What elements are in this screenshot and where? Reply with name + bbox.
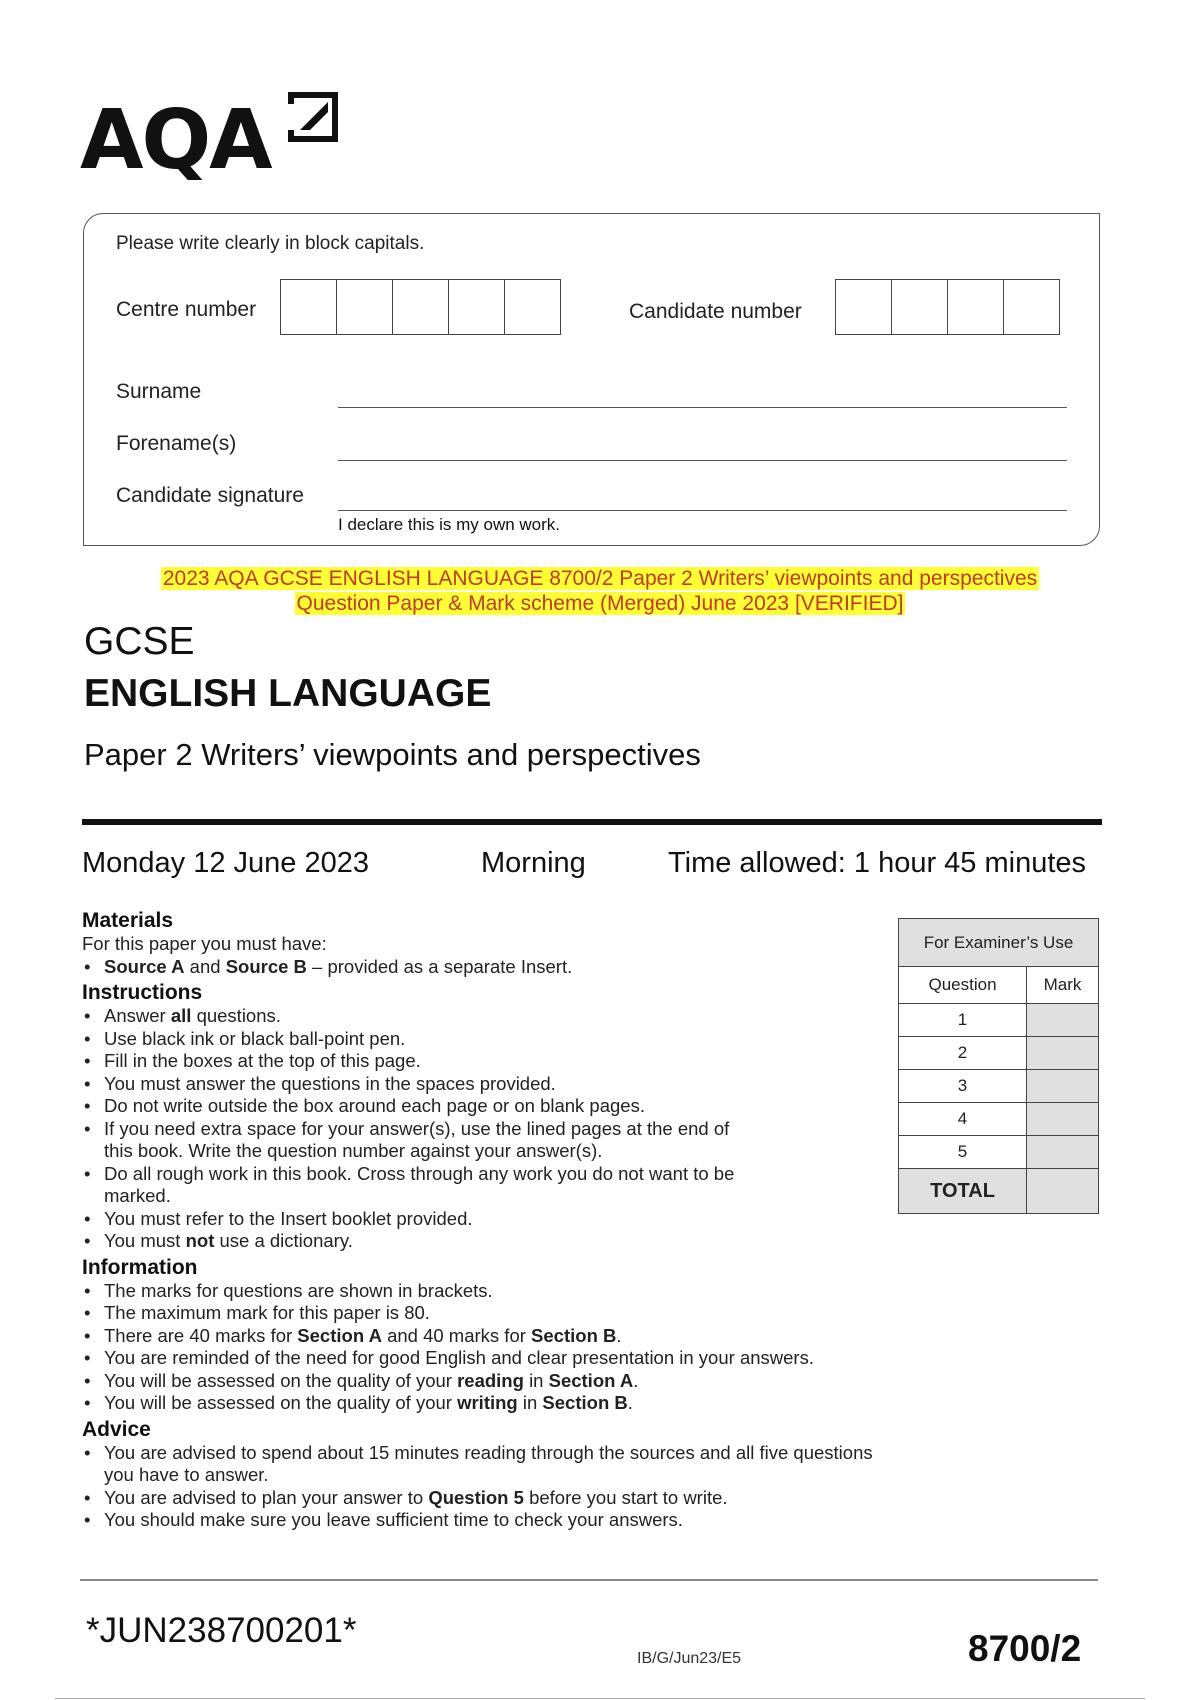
list-item: • There are 40 marks for Section A and 40 marks for Section B.	[82, 1325, 902, 1348]
candidate-number-label: Candidate number	[629, 300, 802, 323]
signature-field[interactable]	[338, 510, 1067, 511]
aqa-logo	[80, 90, 350, 190]
list-item: • Answer all questions.	[82, 1005, 902, 1028]
title-divider	[82, 819, 1102, 825]
surname-field[interactable]	[338, 407, 1067, 408]
banner-line-2: Question Paper & Mark scheme (Merged) June 2023 [VERIFIED]	[296, 592, 904, 615]
list-item: • You are reminded of the need for good English and clear presentation in your answers.	[82, 1347, 902, 1370]
instructions-heading: Instructions	[82, 981, 203, 1004]
qualification-title: GCSE	[84, 620, 195, 663]
barcode-text: *JUN238700201*	[86, 1611, 357, 1650]
banner-line-1: 2023 AQA GCSE ENGLISH LANGUAGE 8700/2 Paper 2 Writers’ viewpoints and perspectives	[162, 567, 1038, 590]
information-heading: Information	[82, 1255, 198, 1279]
list-item: • You should make sure you leave sufficient time to check your answers.	[82, 1509, 902, 1532]
question-column-header: Question	[899, 967, 1027, 1004]
mark-column-header: Mark	[1027, 967, 1099, 1004]
list-item: • Do all rough work in this book. Cross through any work you do not want to be marked.	[82, 1163, 902, 1208]
mark-cell	[1027, 1004, 1099, 1037]
list-item: • You will be assessed on the quality of your writing in Section B.	[82, 1392, 902, 1415]
declaration-text: I declare this is my own work.	[338, 515, 561, 534]
list-item: • You are advised to spend about 15 minutes reading through the sources and all five questions you have to answer.	[82, 1442, 902, 1487]
candidate-digit-box[interactable]	[947, 279, 1004, 335]
examiner-table-title: For Examiner’s Use	[899, 919, 1099, 967]
question-number: 5	[899, 1136, 1027, 1169]
list-item: • You are advised to plan your answer to Question 5 before you start to write.	[82, 1487, 902, 1510]
list-item: • Do not write outside the box around each page or on blank pages.	[82, 1095, 902, 1118]
centre-digit-box[interactable]	[336, 279, 393, 335]
mark-cell	[1027, 1070, 1099, 1103]
materials-heading: Materials	[82, 909, 174, 932]
paper-reference: IB/G/Jun23/E5	[637, 1650, 742, 1667]
paper-code: 8700/2	[968, 1628, 1082, 1669]
candidate-digit-box[interactable]	[891, 279, 948, 335]
forename-label: Forename(s)	[116, 432, 237, 455]
list-item: • You must not use a dictionary.	[82, 1230, 902, 1253]
question-number: 3	[899, 1070, 1027, 1103]
page-bottom-line	[55, 1698, 1145, 1699]
list-item: • The marks for questions are shown in brackets.	[82, 1280, 902, 1303]
advice-heading: Advice	[82, 1417, 151, 1441]
footer-divider	[80, 1579, 1098, 1581]
aqa-flag-icon	[280, 90, 340, 150]
list-item: • You must answer the questions in the spaces provided.	[82, 1073, 902, 1096]
advice-list	[82, 1442, 902, 1532]
list-item: • You must refer to the Insert booklet provided.	[82, 1208, 902, 1231]
instructions-list	[82, 1005, 902, 1253]
centre-digit-box[interactable]	[448, 279, 505, 335]
block-capitals-instruction: Please write clearly in block capitals.	[116, 233, 425, 254]
logo-text: AQA	[80, 93, 271, 188]
candidate-number-boxes[interactable]	[836, 279, 1060, 335]
instructions-column	[82, 908, 902, 1532]
candidate-digit-box[interactable]	[1003, 279, 1060, 335]
title-banner	[100, 566, 1100, 616]
total-label: TOTAL	[899, 1169, 1027, 1214]
materials-list	[82, 956, 902, 979]
question-number: 4	[899, 1103, 1027, 1136]
time-allowed: Time allowed: 1 hour 45 minutes	[668, 847, 1087, 879]
surname-label: Surname	[116, 380, 202, 403]
subject-title: ENGLISH LANGUAGE	[84, 672, 492, 715]
list-item: • Use black ink or black ball-point pen.	[82, 1028, 902, 1051]
exam-session: Morning	[481, 847, 586, 879]
forename-field[interactable]	[338, 460, 1067, 461]
mark-cell	[1027, 1103, 1099, 1136]
materials-intro: For this paper you must have:	[82, 933, 327, 954]
centre-digit-box[interactable]	[504, 279, 561, 335]
centre-number-label: Centre number	[116, 298, 257, 321]
list-item: • Fill in the boxes at the top of this page.	[82, 1050, 902, 1073]
centre-number-boxes[interactable]	[281, 279, 561, 335]
total-mark-cell	[1027, 1169, 1099, 1214]
candidate-digit-box[interactable]	[835, 279, 892, 335]
centre-digit-box[interactable]	[280, 279, 337, 335]
mark-cell	[1027, 1037, 1099, 1070]
list-item: • The maximum mark for this paper is 80.	[82, 1302, 902, 1325]
examiner-use-table	[898, 918, 1099, 1214]
question-number: 1	[899, 1004, 1027, 1037]
paper-title: Paper 2 Writers’ viewpoints and perspectives	[84, 737, 701, 772]
exam-date: Monday 12 June 2023	[82, 847, 369, 879]
question-number: 2	[899, 1037, 1027, 1070]
mark-cell	[1027, 1136, 1099, 1169]
centre-digit-box[interactable]	[392, 279, 449, 335]
signature-label: Candidate signature	[116, 484, 304, 507]
list-item: • You will be assessed on the quality of your reading in Section A.	[82, 1370, 902, 1393]
list-item: • Source A and Source B – provided as a separate Insert.	[82, 956, 902, 979]
information-list	[82, 1280, 902, 1415]
list-item: • If you need extra space for your answer(s), use the lined pages at the end of this book. Write the question number against your answer(s).	[82, 1118, 902, 1163]
